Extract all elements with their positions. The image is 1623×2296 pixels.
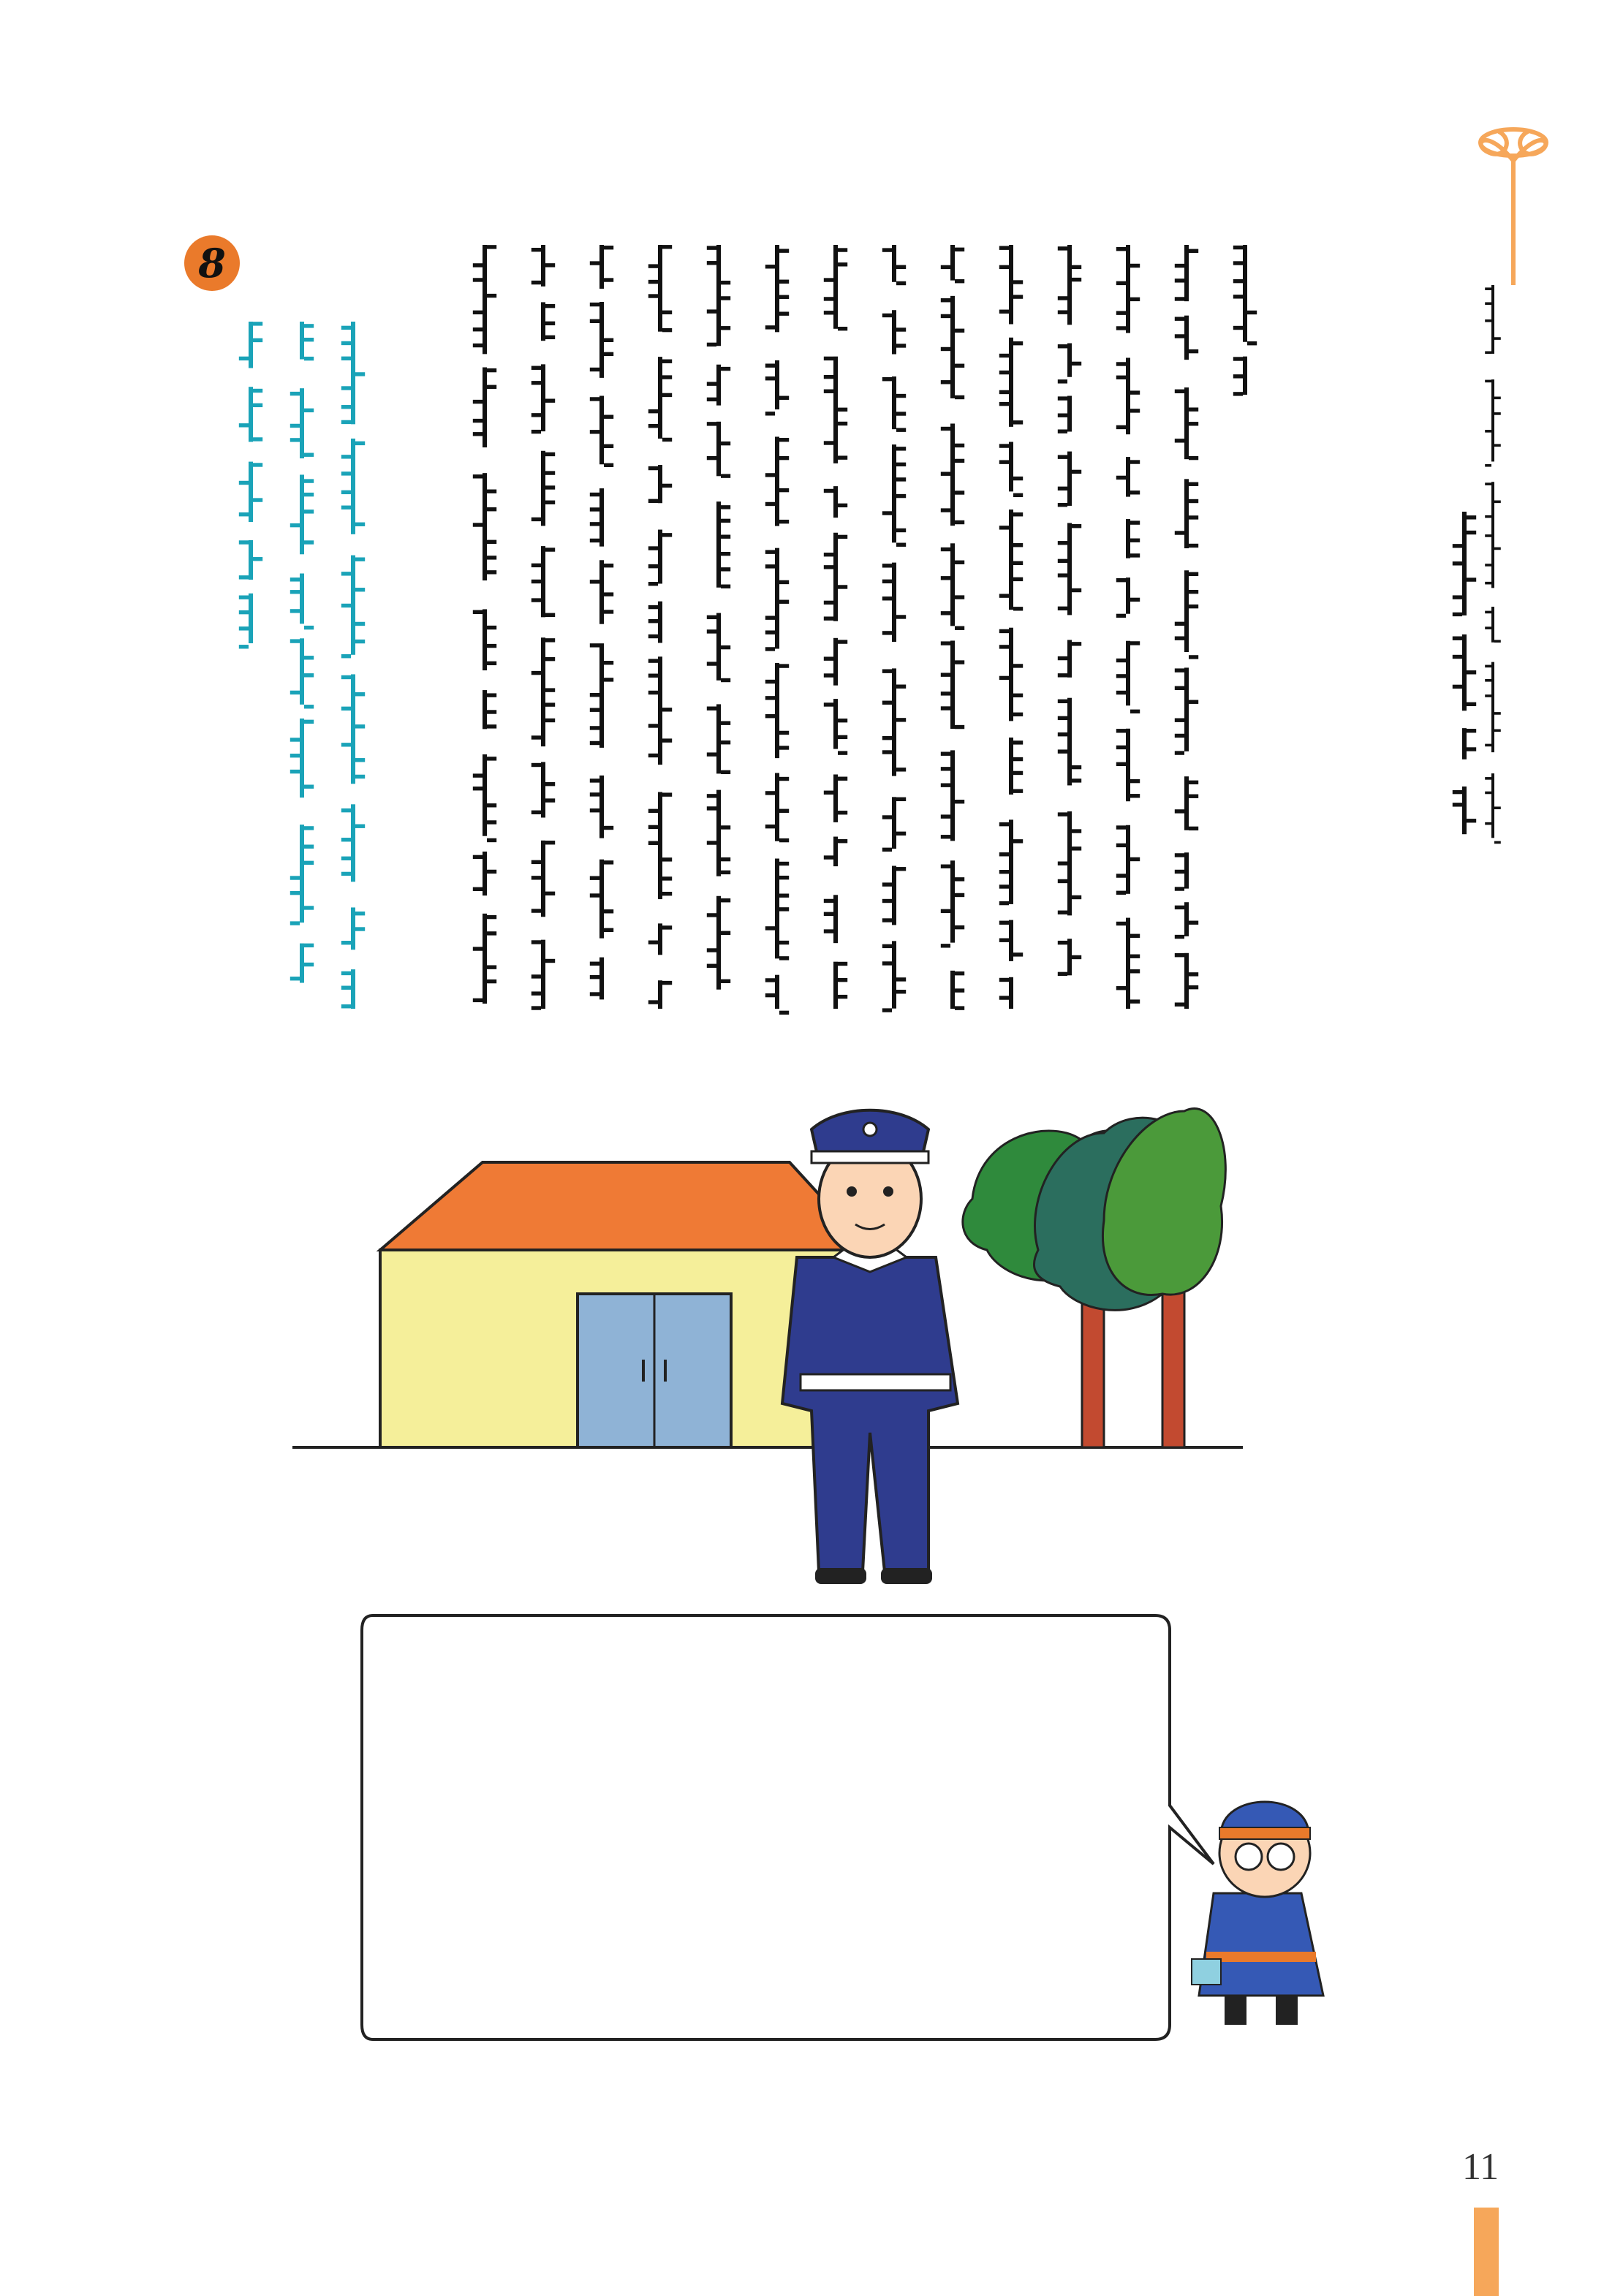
body-text-column bbox=[590, 245, 613, 999]
header-title-line bbox=[1485, 285, 1501, 844]
police-station-illustration bbox=[285, 1089, 1257, 1601]
body-text-column bbox=[824, 245, 847, 1009]
boy-illustration bbox=[1192, 1802, 1323, 2025]
exercise-number-badge: 8 bbox=[184, 235, 240, 291]
body-text-column bbox=[999, 245, 1023, 1009]
body-text-column bbox=[1175, 245, 1198, 1009]
question-text-column bbox=[341, 322, 365, 1009]
page-number: 11 bbox=[1462, 2146, 1499, 2188]
body-text-column bbox=[648, 245, 672, 1009]
body-text-column bbox=[1116, 245, 1140, 1009]
body-text-column bbox=[473, 245, 496, 1004]
body-text-column bbox=[707, 245, 730, 990]
body-text-column bbox=[765, 245, 789, 1015]
question-text-column bbox=[239, 322, 262, 648]
header-subtitle-line bbox=[1453, 512, 1476, 834]
body-text-column bbox=[941, 245, 964, 1010]
page-tab-bar bbox=[1474, 2208, 1499, 2296]
body-text-column bbox=[882, 245, 906, 1012]
body-text-column bbox=[531, 245, 555, 1010]
trees bbox=[963, 1109, 1226, 1447]
speech-bubble bbox=[358, 1608, 1338, 2054]
body-text-column bbox=[1058, 245, 1081, 976]
question-text-column bbox=[290, 322, 314, 983]
body-text-column bbox=[1233, 245, 1257, 396]
